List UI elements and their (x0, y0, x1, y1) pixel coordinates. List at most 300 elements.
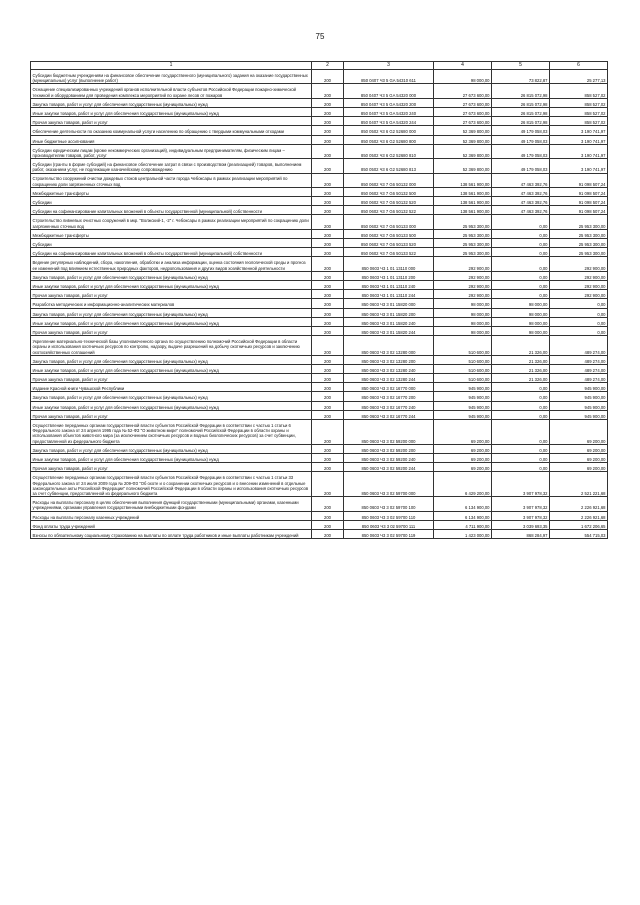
unexecuted-amount-cell: 69 200,00 (550, 420, 608, 445)
item-name-cell: Иные закупки товаров, работ и услуг для обеспечения государственных (муниципальных) нужд (31, 401, 312, 410)
approved-amount-cell: 945 900,00 (434, 410, 492, 419)
table-row (31, 187, 608, 196)
admin-code-cell: 200 (312, 135, 344, 144)
budget-code-cell: 850 0603 Ч3 3 01 15820 240 (344, 317, 434, 326)
admin-code-cell: 200 (312, 290, 344, 299)
unexecuted-amount-cell: 2 226 921,68 (550, 497, 608, 511)
item-name-cell: Оснащение специализированных учреждений органов исполнительной власти субъектов Российской Федерации пожарно-химической техникой и оборудованием для проведения комплекса мероприятий по охране лесов от пожаров (31, 84, 312, 98)
executed-amount-cell: 0,00 (492, 257, 550, 271)
executed-amount-cell: 0,00 (492, 410, 550, 419)
executed-amount-cell: 98 000,00 (492, 317, 550, 326)
admin-code-cell: 200 (312, 197, 344, 206)
executed-amount-cell: 0,00 (492, 280, 550, 289)
table-row (31, 383, 608, 392)
executed-amount-cell: 3 907 978,32 (492, 472, 550, 497)
approved-amount-cell: 945 900,00 (434, 383, 492, 392)
approved-amount-cell: 98 000,00 (434, 308, 492, 317)
executed-amount-cell: 26 815 072,98 (492, 84, 550, 98)
budget-code-cell: 850 0603 Ч3 3 02 59700 119 (344, 529, 434, 538)
budget-code-cell: 850 0603 Ч3 3 02 59200 000 (344, 420, 434, 445)
budget-code-cell: 850 0502 Ч3 6 G2 52680 000 (344, 126, 434, 135)
approved-amount-cell: 510 600,00 (434, 364, 492, 373)
executed-amount-cell: 49 179 058,03 (492, 159, 550, 173)
admin-code-cell: 200 (312, 336, 344, 356)
approved-amount-cell: 27 673 600,00 (434, 84, 492, 98)
executed-amount-cell: 49 179 058,03 (492, 126, 550, 135)
admin-code-cell: 200 (312, 126, 344, 135)
table-row (31, 401, 608, 410)
admin-code-cell: 200 (312, 410, 344, 419)
item-name-cell: Прочая закупка товаров, работ и услуг (31, 463, 312, 472)
page-number: 75 (315, 32, 325, 41)
unexecuted-amount-cell: 945 900,00 (550, 401, 608, 410)
unexecuted-amount-cell: 489 274,00 (550, 364, 608, 373)
executed-amount-cell: 98 000,00 (492, 326, 550, 335)
unexecuted-amount-cell: 489 274,00 (550, 336, 608, 356)
unexecuted-amount-cell: 3 190 741,97 (550, 126, 608, 135)
admin-code-cell: 200 (312, 257, 344, 271)
executed-amount-cell: 0,00 (492, 444, 550, 453)
executed-amount-cell: 3 907 978,32 (492, 511, 550, 520)
table-row (31, 229, 608, 238)
executed-amount-cell: 47 463 392,76 (492, 187, 550, 196)
unexecuted-amount-cell: 292 900,00 (550, 290, 608, 299)
admin-code-cell: 200 (312, 98, 344, 107)
approved-amount-cell: 98 000,00 (434, 326, 492, 335)
unexecuted-amount-cell: 25 277,13 (550, 70, 608, 84)
unexecuted-amount-cell: 69 200,00 (550, 463, 608, 472)
column-number-5: 5 (492, 62, 550, 70)
column-number-row (31, 62, 608, 70)
item-name-cell: Прочая закупка товаров, работ и услуг (31, 290, 312, 299)
table-row (31, 70, 608, 84)
table-row (31, 336, 608, 356)
table-row (31, 135, 608, 144)
budget-code-cell: 850 0602 Ч3 7 G6 50133 000 (344, 215, 434, 229)
unexecuted-amount-cell: 489 274,00 (550, 355, 608, 364)
table-row (31, 392, 608, 401)
executed-amount-cell: 47 463 392,76 (492, 197, 550, 206)
table-row (31, 299, 608, 308)
unexecuted-amount-cell: 945 900,00 (550, 410, 608, 419)
item-name-cell: Закупка товаров, работ и услуг для обеспечения государственных (муниципальных) нужд (31, 444, 312, 453)
executed-amount-cell: 73 822,87 (492, 70, 550, 84)
executed-amount-cell: 0,00 (492, 215, 550, 229)
approved-amount-cell: 138 561 900,00 (434, 197, 492, 206)
admin-code-cell: 200 (312, 392, 344, 401)
approved-amount-cell: 27 673 600,00 (434, 117, 492, 126)
unexecuted-amount-cell: 3 190 741,97 (550, 159, 608, 173)
budget-code-cell: 850 0603 Ч3 3 02 59200 240 (344, 454, 434, 463)
executed-amount-cell: 26 815 072,98 (492, 98, 550, 107)
column-number-6: 6 (550, 62, 608, 70)
budget-code-cell: 850 0603 Ч3 1 01 13110 240 (344, 280, 434, 289)
executed-amount-cell: 3 039 693,35 (492, 520, 550, 529)
approved-amount-cell: 25 953 300,00 (434, 248, 492, 257)
admin-code-cell: 200 (312, 159, 344, 173)
approved-amount-cell: 69 200,00 (434, 454, 492, 463)
table-row (31, 280, 608, 289)
approved-amount-cell: 510 600,00 (434, 374, 492, 383)
budget-code-cell: 850 0407 Ч3 5 GA 54320 244 (344, 117, 434, 126)
table-row (31, 107, 608, 116)
budget-code-cell: 850 0603 Ч3 1 01 13110 000 (344, 257, 434, 271)
approved-amount-cell: 510 600,00 (434, 355, 492, 364)
approved-amount-cell: 4 711 900,00 (434, 520, 492, 529)
admin-code-cell: 200 (312, 173, 344, 187)
admin-code-cell: 200 (312, 520, 344, 529)
table-row (31, 290, 608, 299)
admin-code-cell: 200 (312, 229, 344, 238)
admin-code-cell: 200 (312, 248, 344, 257)
budget-code-cell: 850 0603 Ч3 3 02 16770 000 (344, 383, 434, 392)
approved-amount-cell: 292 900,00 (434, 271, 492, 280)
budget-code-cell: 850 0603 Ч3 3 02 59700 000 (344, 472, 434, 497)
admin-code-cell: 200 (312, 497, 344, 511)
table-row (31, 197, 608, 206)
unexecuted-amount-cell: 858 527,02 (550, 98, 608, 107)
unexecuted-amount-cell: 554 715,03 (550, 529, 608, 538)
unexecuted-amount-cell: 292 900,00 (550, 257, 608, 271)
approved-amount-cell: 98 000,00 (434, 70, 492, 84)
table-row (31, 159, 608, 173)
approved-amount-cell: 69 200,00 (434, 420, 492, 445)
admin-code-cell: 200 (312, 401, 344, 410)
approved-amount-cell: 945 900,00 (434, 392, 492, 401)
item-name-cell: Прочая закупка товаров, работ и услуг (31, 117, 312, 126)
approved-amount-cell: 138 561 900,00 (434, 187, 492, 196)
table-row (31, 511, 608, 520)
admin-code-cell: 200 (312, 472, 344, 497)
unexecuted-amount-cell: 25 953 300,00 (550, 248, 608, 257)
budget-code-cell: 850 0602 Ч3 7 G6 50132 000 (344, 173, 434, 187)
table-row (31, 317, 608, 326)
unexecuted-amount-cell: 2 226 921,68 (550, 511, 608, 520)
budget-code-cell: 850 0603 Ч3 3 02 16770 240 (344, 401, 434, 410)
admin-code-cell: 200 (312, 383, 344, 392)
executed-amount-cell: 868 284,97 (492, 529, 550, 538)
unexecuted-amount-cell: 91 098 507,24 (550, 173, 608, 187)
item-name-cell: Субсидии юридическим лицам (кроме некоммерческих организаций), индивидуальным предпринимателям, физическим лицам – производителям товаров, работ, услуг (31, 144, 312, 158)
admin-code-cell: 200 (312, 463, 344, 472)
item-name-cell: Обеспечение деятельности по оказанию коммунальной услуги населению по обращению с твердыми коммунальными отходами (31, 126, 312, 135)
item-name-cell: Прочая закупка товаров, работ и услуг (31, 374, 312, 383)
item-name-cell: Межбюджетные трансферты (31, 229, 312, 238)
executed-amount-cell: 0,00 (492, 454, 550, 463)
budget-code-cell: 850 0603 Ч3 3 02 59700 110 (344, 511, 434, 520)
approved-amount-cell: 6 429 200,00 (434, 472, 492, 497)
approved-amount-cell: 52 369 800,00 (434, 144, 492, 158)
item-name-cell: Закупка товаров, работ и услуг для обеспечения государственных (муниципальных) нужд (31, 271, 312, 280)
budget-code-cell: 850 0603 Ч3 3 02 13280 200 (344, 355, 434, 364)
approved-amount-cell: 945 900,00 (434, 401, 492, 410)
table-row (31, 454, 608, 463)
executed-amount-cell: 0,00 (492, 239, 550, 248)
executed-amount-cell: 49 179 058,03 (492, 144, 550, 158)
approved-amount-cell: 52 369 800,00 (434, 135, 492, 144)
table-row (31, 308, 608, 317)
approved-amount-cell: 292 900,00 (434, 290, 492, 299)
budget-code-cell: 850 0603 Ч3 3 02 16770 244 (344, 410, 434, 419)
budget-code-cell: 850 0603 Ч3 3 02 59700 100 (344, 497, 434, 511)
table-row (31, 239, 608, 248)
admin-code-cell: 200 (312, 299, 344, 308)
item-name-cell: Закупка товаров, работ и услуг для обеспечения государственных (муниципальных) нужд (31, 355, 312, 364)
item-name-cell: Расходы на выплаты персоналу казенных учреждений (31, 511, 312, 520)
item-name-cell: Иные закупки товаров, работ и услуг для обеспечения государственных (муниципальных) нужд (31, 280, 312, 289)
table-row (31, 257, 608, 271)
item-name-cell: Иные закупки товаров, работ и услуг для обеспечения государственных (муниципальных) нужд (31, 364, 312, 373)
admin-code-cell: 200 (312, 144, 344, 158)
unexecuted-amount-cell: 0,00 (550, 317, 608, 326)
table-row (31, 98, 608, 107)
approved-amount-cell: 52 369 800,00 (434, 159, 492, 173)
admin-code-cell: 200 (312, 374, 344, 383)
item-name-cell: Строительство ливневых очистных сооружений в мкр. "Волжский-1, -2" г. Чебоксары в рамках реализации мероприятий по сокращению доли загрязненных сточных вод (31, 215, 312, 229)
budget-code-cell: 850 0603 Ч3 3 02 59700 111 (344, 520, 434, 529)
approved-amount-cell: 25 953 300,00 (434, 215, 492, 229)
budget-code-cell: 850 0603 Ч3 3 01 15820 200 (344, 308, 434, 317)
admin-code-cell: 200 (312, 187, 344, 196)
table-row (31, 84, 608, 98)
item-name-cell: Разработка методических и информационно-аналитических материалов (31, 299, 312, 308)
budget-code-cell: 850 0603 Ч3 1 01 13110 200 (344, 271, 434, 280)
approved-amount-cell: 98 000,00 (434, 299, 492, 308)
budget-code-cell: 850 0502 Ч3 6 G2 52680 810 (344, 144, 434, 158)
unexecuted-amount-cell: 91 098 507,24 (550, 197, 608, 206)
unexecuted-amount-cell: 91 098 507,24 (550, 206, 608, 215)
column-number-1: 1 (31, 62, 312, 70)
budget-code-cell: 850 0602 Ч3 7 G6 50132 520 (344, 197, 434, 206)
table-row (31, 326, 608, 335)
unexecuted-amount-cell: 945 900,00 (550, 392, 608, 401)
executed-amount-cell: 3 907 978,32 (492, 497, 550, 511)
unexecuted-amount-cell: 3 190 741,97 (550, 135, 608, 144)
item-name-cell: Субсидии (31, 239, 312, 248)
executed-amount-cell: 26 815 072,98 (492, 117, 550, 126)
budget-code-cell: 850 0603 Ч3 3 02 59200 200 (344, 444, 434, 453)
item-name-cell: Укрепление материально-технической базы уполномоченного органа по осуществлению полномочий Российской Федерации в области охраны и использования охотничьих ресурсов по контролю, надзору, выдаче разрешений на добычу охотничьих ресурсов и заключению охотхозяйственных соглашений (31, 336, 312, 356)
approved-amount-cell: 6 134 900,00 (434, 497, 492, 511)
budget-code-cell: 850 0502 Ч3 6 G2 52680 813 (344, 159, 434, 173)
unexecuted-amount-cell: 69 200,00 (550, 454, 608, 463)
unexecuted-amount-cell: 858 527,02 (550, 117, 608, 126)
item-name-cell: Фонд оплаты труда учреждений (31, 520, 312, 529)
table-row (31, 248, 608, 257)
approved-amount-cell: 27 673 600,00 (434, 107, 492, 116)
table-row (31, 463, 608, 472)
executed-amount-cell: 98 000,00 (492, 308, 550, 317)
table-row (31, 355, 608, 364)
table-row (31, 271, 608, 280)
approved-amount-cell: 25 953 300,00 (434, 239, 492, 248)
budget-code-cell: 850 0603 Ч3 3 02 59200 244 (344, 463, 434, 472)
budget-code-cell: 850 0602 Ч3 7 G6 50133 522 (344, 248, 434, 257)
unexecuted-amount-cell: 858 527,02 (550, 84, 608, 98)
admin-code-cell: 200 (312, 280, 344, 289)
executed-amount-cell: 47 463 392,76 (492, 206, 550, 215)
executed-amount-cell: 0,00 (492, 392, 550, 401)
budget-code-cell: 850 0603 Ч3 3 02 13280 240 (344, 364, 434, 373)
table-row (31, 529, 608, 538)
column-number-3: 3 (344, 62, 434, 70)
unexecuted-amount-cell: 945 900,00 (550, 383, 608, 392)
approved-amount-cell: 98 000,00 (434, 317, 492, 326)
budget-code-cell: 850 0602 Ч3 7 G6 50133 500 (344, 229, 434, 238)
approved-amount-cell: 6 134 900,00 (434, 511, 492, 520)
budget-code-cell: 850 0407 Ч3 5 GA 54320 200 (344, 98, 434, 107)
item-name-cell: Субсидии (31, 197, 312, 206)
approved-amount-cell: 292 900,00 (434, 257, 492, 271)
executed-amount-cell: 21 326,00 (492, 364, 550, 373)
executed-amount-cell: 0,00 (492, 463, 550, 472)
budget-code-cell: 850 0407 Ч3 5 GA 54320 240 (344, 107, 434, 116)
approved-amount-cell: 1 423 000,00 (434, 529, 492, 538)
unexecuted-amount-cell: 292 900,00 (550, 280, 608, 289)
unexecuted-amount-cell: 25 953 300,00 (550, 215, 608, 229)
item-name-cell: Субсидии бюджетным учреждениям на финансовое обеспечение государственного (муниципального) задания на оказание государственных (муниципальных) услуг (выполнение работ) (31, 70, 312, 84)
unexecuted-amount-cell: 292 900,00 (550, 271, 608, 280)
table-row (31, 410, 608, 419)
unexecuted-amount-cell: 91 098 507,24 (550, 187, 608, 196)
executed-amount-cell: 0,00 (492, 229, 550, 238)
unexecuted-amount-cell: 69 200,00 (550, 444, 608, 453)
executed-amount-cell: 98 000,00 (492, 299, 550, 308)
budget-code-cell: 850 0502 Ч3 6 G2 52680 800 (344, 135, 434, 144)
item-name-cell: Прочая закупка товаров, работ и услуг (31, 410, 312, 419)
executed-amount-cell: 0,00 (492, 383, 550, 392)
column-number-2: 2 (312, 62, 344, 70)
item-name-cell: Закупка товаров, работ и услуг для обеспечения государственных (муниципальных) нужд (31, 392, 312, 401)
unexecuted-amount-cell: 858 527,02 (550, 107, 608, 116)
item-name-cell: Субсидии на софинансирование капитальных вложений в объекты государственной (муниципальной) собственности (31, 248, 312, 257)
table-row (31, 206, 608, 215)
approved-amount-cell: 25 953 300,00 (434, 229, 492, 238)
table-row (31, 215, 608, 229)
admin-code-cell: 200 (312, 70, 344, 84)
table-row (31, 420, 608, 445)
item-name-cell: Прочая закупка товаров, работ и услуг (31, 326, 312, 335)
unexecuted-amount-cell: 0,00 (550, 299, 608, 308)
admin-code-cell: 200 (312, 454, 344, 463)
unexecuted-amount-cell: 0,00 (550, 326, 608, 335)
item-name-cell: Субсидии (гранты в форме субсидий) на финансовое обеспечение затрат в связи с производством (реализацией) товаров, выполнением работ, оказанием услуг, не подлежащие казначейскому сопровождению (31, 159, 312, 173)
table-row (31, 117, 608, 126)
approved-amount-cell: 138 561 900,00 (434, 206, 492, 215)
unexecuted-amount-cell: 0,00 (550, 308, 608, 317)
unexecuted-amount-cell: 3 190 741,97 (550, 144, 608, 158)
executed-amount-cell: 21 326,00 (492, 374, 550, 383)
item-name-cell: Строительство сооружений очистки дождевых стоков центральной части города Чебоксары в рамках реализации мероприятий по сокращению доли загрязненных сточных вод (31, 173, 312, 187)
admin-code-cell: 200 (312, 529, 344, 538)
table-row (31, 144, 608, 158)
unexecuted-amount-cell: 489 274,00 (550, 374, 608, 383)
item-name-cell: Межбюджетные трансферты (31, 187, 312, 196)
executed-amount-cell: 0,00 (492, 401, 550, 410)
executed-amount-cell: 49 179 058,03 (492, 135, 550, 144)
unexecuted-amount-cell: 1 672 206,65 (550, 520, 608, 529)
approved-amount-cell: 69 200,00 (434, 444, 492, 453)
item-name-cell: Издание Красной книги Чувашской Республики (31, 383, 312, 392)
budget-code-cell: 850 0407 Ч3 5 GA 54310 611 (344, 70, 434, 84)
admin-code-cell: 200 (312, 239, 344, 248)
admin-code-cell: 200 (312, 84, 344, 98)
budget-code-cell: 850 0603 Ч3 1 01 13110 244 (344, 290, 434, 299)
admin-code-cell: 200 (312, 317, 344, 326)
executed-amount-cell: 0,00 (492, 290, 550, 299)
budget-code-cell: 850 0603 Ч3 3 02 16770 200 (344, 392, 434, 401)
admin-code-cell: 200 (312, 215, 344, 229)
item-name-cell: Закупка товаров, работ и услуг для обеспечения государственных (муниципальных) нужд (31, 308, 312, 317)
table-row (31, 444, 608, 453)
item-name-cell: Расходы на выплаты персоналу в целях обеспечения выполнения функций государственными (муниципальными) органами, казенными учреждениями, органами управления государственными внебюджетными фондами (31, 497, 312, 511)
table-row (31, 520, 608, 529)
item-name-cell: Осуществление переданных органам государственной власти субъектов Российской Федерации в соответствии с частью 1 статьи 6 Федерального закона от 24 апреля 1995 года № 52-ФЗ "О животном мире" полномочий Российской Федерации в области охраны и использования объектов животного мира (за исключением охотничьих ресурсов и водных биологических ресурсов) за счет субвенции, предоставленной из федерального бюджета (31, 420, 312, 445)
item-name-cell: Субсидии на софинансирование капитальных вложений в объекты государственной (муниципальной) собственности (31, 206, 312, 215)
item-name-cell: Взносы по обязательному социальному страхованию на выплаты по оплате труда работников и иные выплаты работникам учреждений (31, 529, 312, 538)
budget-code-cell: 850 0603 Ч3 3 01 15820 244 (344, 326, 434, 335)
item-name-cell: Иные закупки товаров, работ и услуг для обеспечения государственных (муниципальных) нужд (31, 317, 312, 326)
item-name-cell: Иные закупки товаров, работ и услуг для обеспечения государственных (муниципальных) нужд (31, 107, 312, 116)
executed-amount-cell: 0,00 (492, 248, 550, 257)
approved-amount-cell: 510 600,00 (434, 336, 492, 356)
budget-code-cell: 850 0602 Ч3 7 G6 50132 522 (344, 206, 434, 215)
admin-code-cell: 200 (312, 444, 344, 453)
admin-code-cell: 200 (312, 206, 344, 215)
approved-amount-cell: 69 200,00 (434, 463, 492, 472)
table-body (31, 62, 608, 539)
column-number-4: 4 (434, 62, 492, 70)
budget-code-cell: 850 0602 Ч3 7 G6 50133 520 (344, 239, 434, 248)
executed-amount-cell: 21 326,00 (492, 355, 550, 364)
executed-amount-cell: 0,00 (492, 271, 550, 280)
budget-code-cell: 850 0603 Ч3 3 02 13280 000 (344, 336, 434, 356)
unexecuted-amount-cell: 25 953 300,00 (550, 239, 608, 248)
table-row (31, 374, 608, 383)
executed-amount-cell: 21 326,00 (492, 336, 550, 356)
admin-code-cell: 200 (312, 308, 344, 317)
item-name-cell: Осуществление переданных органам государственной власти субъектов Российской Федерации в соответствии с частью 1 статьи 33 Федерального закона от 24 июля 2009 года № 209-ФЗ "Об охоте и о сохранении охотничьих ресурсов и о внесении изменений в отдельные законодательные акты Российской Федерации" полномочий Российской Федерации в области охраны и использования охотничьих ресурсов за счет субвенции, предоставленной из федерального бюджета (31, 472, 312, 497)
admin-code-cell: 200 (312, 420, 344, 445)
executed-amount-cell: 26 815 072,98 (492, 107, 550, 116)
budget-code-cell: 850 0603 Ч3 3 02 13280 244 (344, 374, 434, 383)
budget-code-cell: 850 0407 Ч3 5 GA 54320 000 (344, 84, 434, 98)
budget-code-cell: 850 0603 Ч3 3 01 15820 000 (344, 299, 434, 308)
table-row (31, 497, 608, 511)
approved-amount-cell: 27 673 600,00 (434, 98, 492, 107)
budget-code-cell: 850 0602 Ч3 7 G6 50132 500 (344, 187, 434, 196)
admin-code-cell: 200 (312, 271, 344, 280)
executed-amount-cell: 0,00 (492, 420, 550, 445)
table-row (31, 126, 608, 135)
approved-amount-cell: 138 561 900,00 (434, 173, 492, 187)
table-row (31, 364, 608, 373)
admin-code-cell: 200 (312, 326, 344, 335)
admin-code-cell: 200 (312, 117, 344, 126)
item-name-cell: Иные закупки товаров, работ и услуг для обеспечения государственных (муниципальных) нужд (31, 454, 312, 463)
table-row (31, 472, 608, 497)
admin-code-cell: 200 (312, 364, 344, 373)
item-name-cell: Закупка товаров, работ и услуг для обеспечения государственных (муниципальных) нужд (31, 98, 312, 107)
admin-code-cell: 200 (312, 355, 344, 364)
admin-code-cell: 200 (312, 107, 344, 116)
unexecuted-amount-cell: 2 521 221,68 (550, 472, 608, 497)
table-row (31, 173, 608, 187)
budget-execution-table (30, 61, 608, 539)
approved-amount-cell: 292 900,00 (434, 280, 492, 289)
approved-amount-cell: 52 369 800,00 (434, 126, 492, 135)
unexecuted-amount-cell: 25 953 300,00 (550, 229, 608, 238)
